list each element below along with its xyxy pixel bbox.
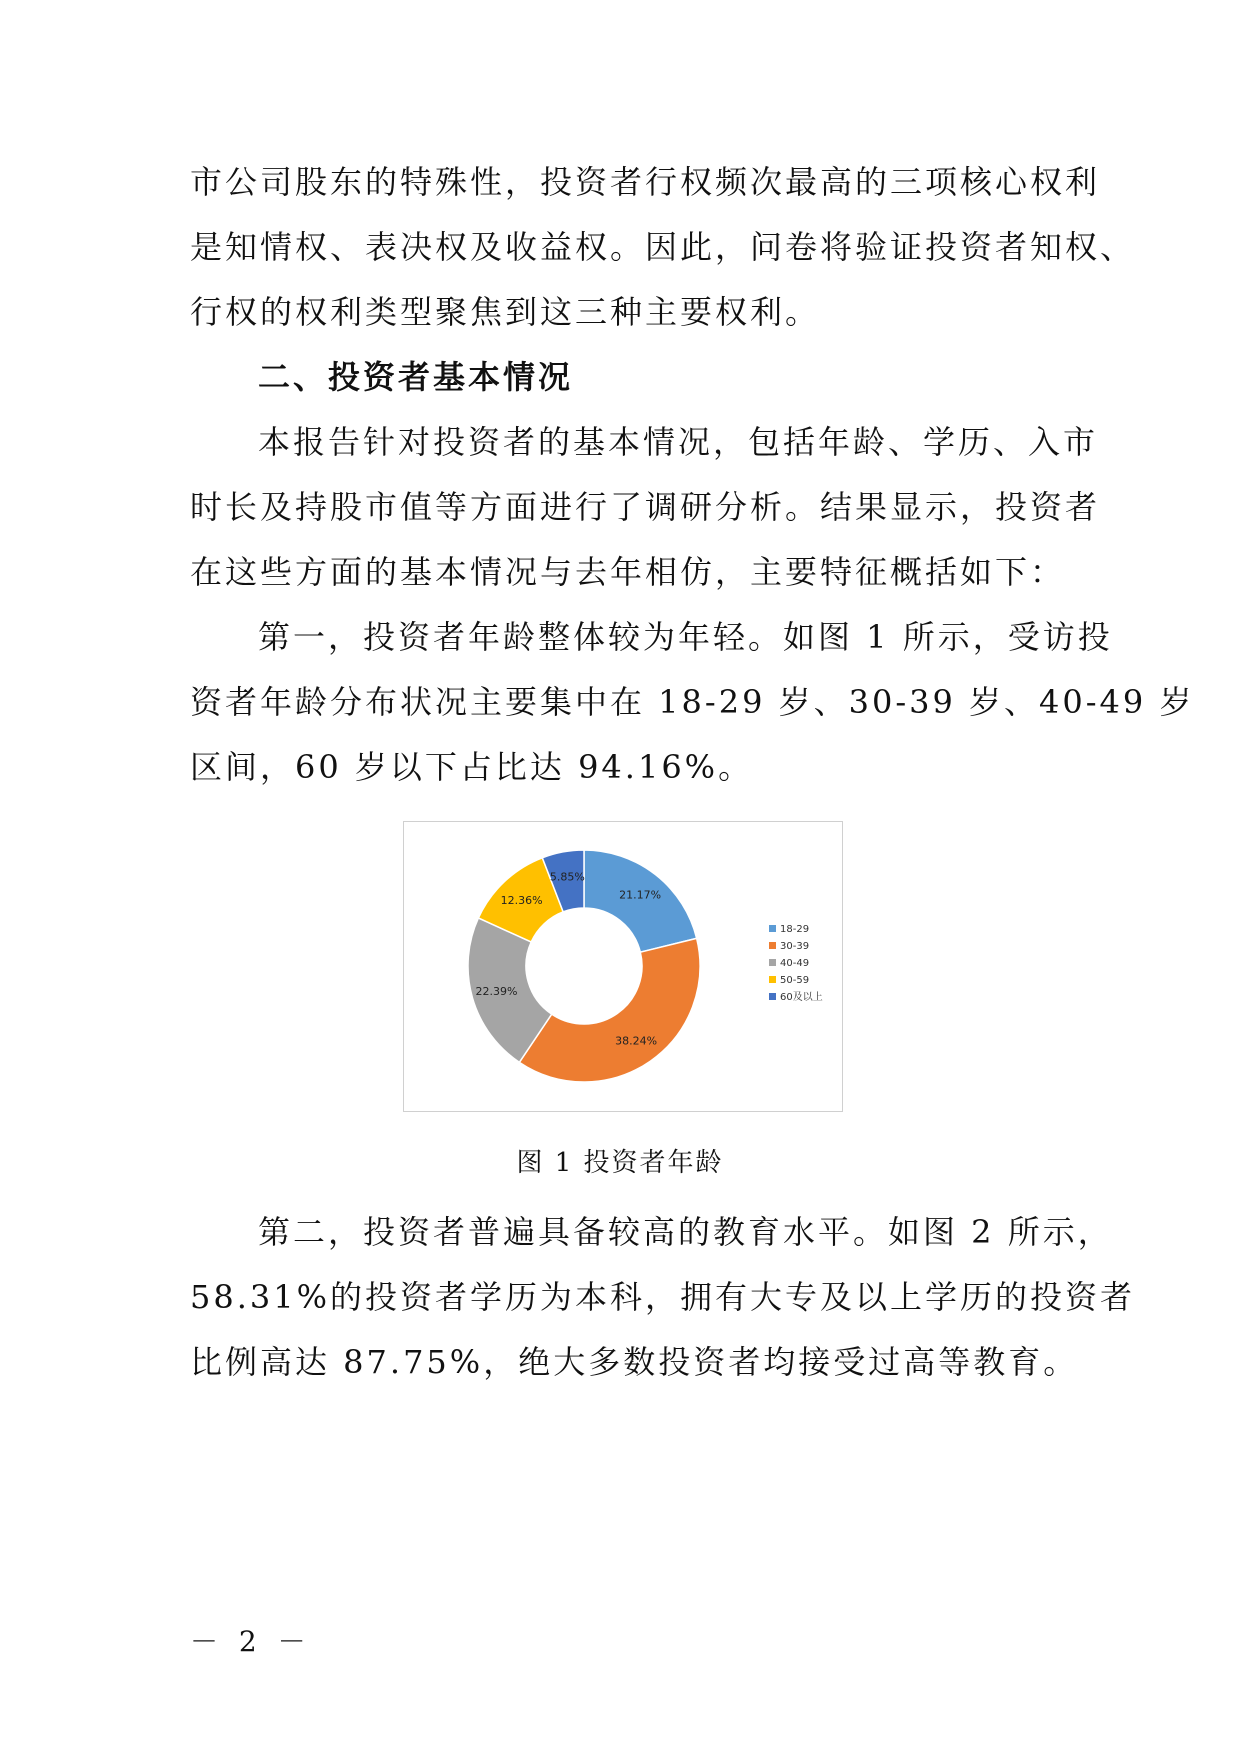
- donut-chart: [404, 822, 842, 1111]
- slice-data-label: 5.85%: [549, 870, 585, 884]
- legend-label: 30-39: [780, 941, 810, 952]
- legend-swatch: [769, 976, 776, 983]
- legend-label: 60及以上: [780, 992, 823, 1003]
- page-number: － 2 －: [190, 1625, 312, 1658]
- slice-data-label: 21.17%: [619, 888, 662, 902]
- paragraph-line: 比例高达 87.75%，绝大多数投资者均接受过高等教育。: [190, 1343, 1079, 1381]
- slice-data-label: 38.24%: [615, 1034, 658, 1048]
- paragraph-3: [190, 605, 1195, 800]
- paragraph-4: [190, 1200, 1136, 1395]
- legend-label: 18-29: [780, 924, 810, 935]
- slice-data-label: 12.36%: [500, 893, 543, 907]
- legend-swatch: [769, 959, 776, 966]
- slice-data-label: 22.39%: [475, 984, 518, 998]
- paragraph-line: 第二，投资者普遍具备较高的教育水平。如图 2 所示，: [258, 1213, 1113, 1251]
- paragraph-line: 本报告针对投资者的基本情况，包括年龄、学历、入市: [258, 423, 1099, 461]
- paragraph-line: 第一，投资者年龄整体较为年轻。如图 1 所示，受访投: [258, 618, 1113, 656]
- figure-caption: 图 1 投资者年龄: [516, 1148, 724, 1178]
- paragraph-1: [190, 150, 1136, 345]
- paragraph-line: 在这些方面的基本情况与去年相仿，主要特征概括如下：: [190, 553, 1066, 591]
- paragraph-line: 区间，60 岁以下占比达 94.16%。: [190, 748, 754, 786]
- legend-swatch: [769, 942, 776, 949]
- paragraph-line: 58.31%的投资者学历为本科，拥有大专及以上学历的投资者: [190, 1278, 1136, 1316]
- paragraph-line: 资者年龄分布状况主要集中在 18-29 岁、30-39 岁、40-49 岁: [190, 683, 1195, 721]
- legend-label: 50-59: [780, 975, 810, 986]
- legend-swatch: [769, 993, 776, 1000]
- paragraph-line: 行权的权利类型聚焦到这三种主要权利。: [190, 293, 821, 331]
- section-heading-block: [190, 345, 1060, 410]
- paragraph-line: 是知情权、表决权及收益权。因此，问卷将验证投资者知权、: [190, 228, 1136, 266]
- section-heading: 二、投资者基本情况: [258, 358, 574, 396]
- paragraph-line: 市公司股东的特殊性，投资者行权频次最高的三项核心权利: [190, 163, 1101, 201]
- legend-swatch: [769, 925, 776, 932]
- paragraph-line: 时长及持股市值等方面进行了调研分析。结果显示，投资者: [190, 488, 1101, 526]
- paragraph-2: [190, 410, 1101, 605]
- legend-label: 40-49: [780, 958, 810, 969]
- age-chart-figure: [403, 821, 843, 1112]
